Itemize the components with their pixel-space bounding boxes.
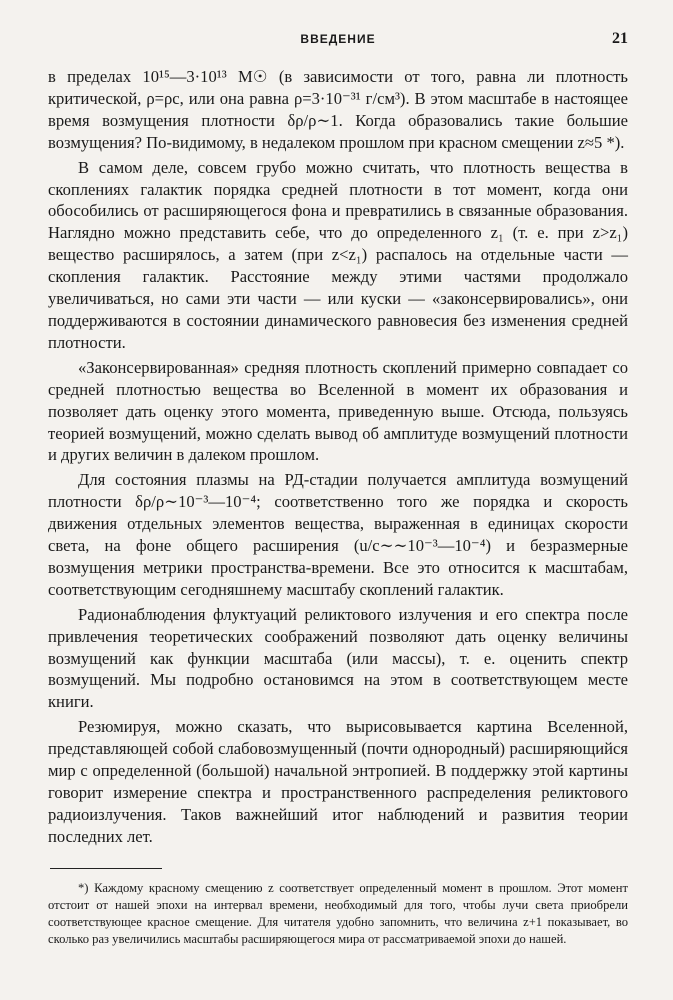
- footnote: *) Каждому красному смещению z соответствует определенный момент в прошлом. Этот момент отстоит от нашей эпохи на интервал времени, необходимый для того, чтобы лучи света приобрели соответствующее красное смещение. Для читателя удобно запомнить, что величина z+1 показывает, во сколько раз увеличились масштабы расширяющегося мира от рассматриваемой эпохи до нашей.: [48, 881, 628, 946]
- page-header: [48, 30, 628, 52]
- body-text: [48, 66, 628, 851]
- paragraph-3: «Законсервированная» средняя плотность скоплений примерно совпадает со средней плотностью вещества во Вселенной в момент их образования и позволяет дать оценку этого момента, приведенную выше. Отсюда, пользуясь теорией возмущений, можно сделать вывод об амплитуде возмущений плотности и других величин в далеком прошлом.: [48, 357, 628, 465]
- paragraph-4: Для состояния плазмы на РД-стадии получается амплитуда возмущений плотности δρ/ρ∼10⁻³—10⁻⁴; соответственно того же порядка и скорость движения отдельных элементов вещества, выраженная в единицах скорости света, на фоне общего расширения (u/c∼∼10⁻³—10⁻⁴) и безразмерные возмущения метрики пространства-времени. Все это относится к масштабам, соответствующим сегодняшнему масштабу скоплений галактик.: [48, 470, 628, 599]
- paragraph-6: Резюмируя, можно сказать, что вырисовывается картина Вселенной, представляющей собой слабовозмущенный (почти однородный) расширяющийся мир с определенной (большой) начальной энтропией. В поддержку этой картины говорит измерение спектра и пространственного распределения реликтового радиоизлучения. Таков важнейший итог наблюдений и развития теории последних лет.: [48, 717, 628, 846]
- paragraph-5: Радионаблюдения флуктуаций реликтового излучения и его спектра после привлечения теоретических соображений позволяют дать оценку величины возмущений как функции масштаба (или массы), т. е. оценить спектр возмущений. Мы подробно остановимся на этом в соответствующем месте книги.: [48, 604, 628, 712]
- running-head: ВВЕДЕНИЕ: [300, 32, 376, 46]
- paragraph-2: В самом деле, совсем грубо можно считать, что плотность вещества в скоплениях галактик порядка средней плотности в тот момент, когда они обособились от расширяющегося фона и превратились в связанные образования. Наглядно можно представить себе, что до определенного z₁ (т. е. при z>z₁) вещество расширялось, а затем (при z<z₁) распалось на отдельные части — скопления галактик. Расстояние между этими частями продолжало увеличиваться, но сами эти части — или куски — «законсервировались», они поддерживаются в состоянии динамического равновесия без изменения средней плотности.: [48, 157, 628, 352]
- page-number: 21: [612, 30, 628, 47]
- footnote-divider: [50, 868, 162, 869]
- paragraph-1: в пределах 10¹⁵—3·10¹³ M☉ (в зависимости от того, равна ли плотность критической, ρ=ρc, или она равна ρ=3·10⁻³¹ г/см³). В этом масштабе в настоящее время возмущения плотности δρ/ρ∼1. Когда образовались такие большие возмущения? По-видимому, в недалеком прошлом при красном смещении z≈5 *).: [48, 67, 628, 152]
